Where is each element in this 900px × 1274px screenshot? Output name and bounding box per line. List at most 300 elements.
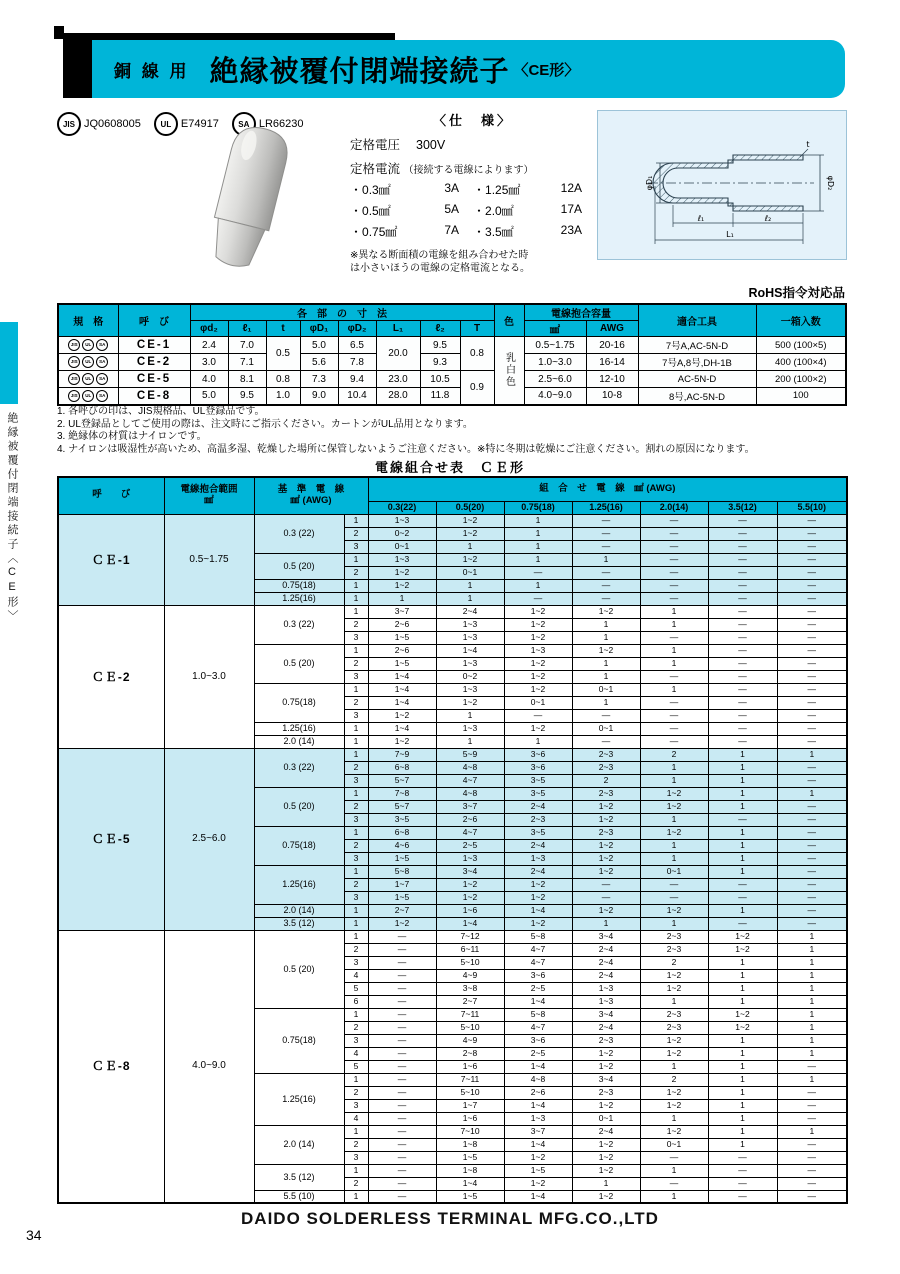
jis-mark-icon: JIS — [57, 112, 81, 136]
combo-value-cell: — — [708, 670, 777, 683]
spec-cell: 200 (100×2) — [756, 371, 846, 388]
voltage-value: 300V — [416, 138, 446, 152]
base-wire-cell: 0.75(18) — [254, 683, 344, 722]
combo-value-cell: 3~5 — [504, 787, 572, 800]
dim-label-D1: φD₁ — [645, 175, 654, 191]
combo-value-cell: 1 — [572, 670, 640, 683]
model-name-cell: ＣＥ-5 — [58, 748, 164, 930]
combo-value-cell: 1~2 — [504, 1177, 572, 1190]
combo-value-cell: — — [777, 826, 847, 839]
spec-table-header — [58, 304, 846, 337]
combo-value-cell: 1~2 — [504, 618, 572, 631]
combo-value-cell: — — [368, 1125, 436, 1138]
base-count-cell: 3 — [344, 852, 368, 865]
combo-value-cell: 1~7 — [436, 1099, 504, 1112]
combo-value-cell: 1 — [436, 579, 504, 592]
combo-value-cell: — — [572, 527, 640, 540]
dim-col: ℓ₂ — [420, 321, 460, 337]
base-count-cell: 5 — [344, 982, 368, 995]
combo-value-cell: 1 — [777, 1073, 847, 1086]
spec-cell: 10.5 — [420, 371, 460, 388]
combo-value-cell: 1~5 — [436, 1151, 504, 1164]
combo-value-cell: 3~4 — [572, 1008, 640, 1021]
combo-value-cell: 1~4 — [436, 1177, 504, 1190]
dim-col: L₁ — [376, 321, 420, 337]
model-name-cell: CE-2 — [118, 354, 190, 371]
combo-value-cell: 1~2 — [640, 787, 708, 800]
combo-value-cell: — — [777, 631, 847, 644]
combo-value-cell: 1 — [777, 969, 847, 982]
ul-mark-icon: UL — [82, 390, 94, 402]
combo-value-cell: 2~3 — [640, 1008, 708, 1021]
base-count-cell: 1 — [344, 722, 368, 735]
combo-value-cell: 3~5 — [504, 774, 572, 787]
combo-value-cell: — — [777, 878, 847, 891]
combo-value-cell: — — [777, 514, 847, 527]
combo-value-cell: 1 — [777, 1021, 847, 1034]
combo-value-cell: 2 — [572, 774, 640, 787]
combo-value-cell: — — [640, 735, 708, 748]
spec-cell: 0.8 — [460, 337, 494, 371]
current-row-2 — [350, 202, 596, 219]
ul-mark-icon: UL — [82, 373, 94, 385]
combo-value-cell: — — [640, 553, 708, 566]
base-wire-cell: 1.25(16) — [254, 722, 344, 735]
wire-size: 3.5㎟ — [485, 225, 514, 239]
combo-value-cell: 2~3 — [572, 787, 640, 800]
combo-value-cell: 2~5 — [504, 1047, 572, 1060]
combo-value-cell: 6~8 — [368, 826, 436, 839]
range-header-label: 電線抱合範囲 — [180, 483, 238, 495]
combo-value-cell: — — [368, 1099, 436, 1112]
dim-col: T — [460, 321, 494, 337]
standards-marks-cell — [58, 388, 118, 405]
combo-value-cell: 1~3 — [436, 722, 504, 735]
base-count-cell: 2 — [344, 527, 368, 540]
combo-value-cell: — — [777, 657, 847, 670]
col-header-capacity: 電線抱合容量 — [524, 304, 638, 321]
spec-cell: 4.0~9.0 — [524, 388, 586, 405]
base-count-cell: 1 — [344, 865, 368, 878]
combo-value-cell: 3~6 — [504, 1034, 572, 1047]
base-count-cell: 3 — [344, 813, 368, 826]
combo-value-cell: 1~3 — [504, 644, 572, 657]
base-wire-cell: 0.3 (22) — [254, 514, 344, 553]
combo-value-cell: — — [572, 878, 640, 891]
combo-value-cell: 5~8 — [504, 930, 572, 943]
combo-value-cell: 1 — [640, 644, 708, 657]
combo-value-cell: — — [777, 722, 847, 735]
combo-value-cell: 2~6 — [436, 813, 504, 826]
combo-value-cell: — — [572, 540, 640, 553]
combo-value-cell: — — [368, 956, 436, 969]
combo-value-cell: 2~3 — [572, 748, 640, 761]
combo-value-cell: 1 — [777, 930, 847, 943]
combo-value-cell: — — [777, 917, 847, 930]
combo-value-cell: — — [572, 514, 640, 527]
combo-value-cell: 1 — [640, 1164, 708, 1177]
combo-value-cell: 1~2 — [368, 735, 436, 748]
combo-value-cell: 5~8 — [368, 865, 436, 878]
combo-value-cell: 4~7 — [436, 826, 504, 839]
footer-logo: DAIDO SOLDERLESS TERMINAL MFG.CO.,LTD — [241, 1209, 659, 1228]
combo-value-cell: 1~4 — [504, 1060, 572, 1073]
base-wire-cell: 0.75(18) — [254, 579, 344, 592]
combo-value-cell: — — [504, 709, 572, 722]
amp-value: 12A — [560, 181, 582, 195]
cap-col: AWG — [586, 321, 638, 337]
combo-value-cell: 1~5 — [504, 1164, 572, 1177]
combo-value-cell: 1~2 — [368, 566, 436, 579]
combo-value-cell: 1~2 — [436, 878, 504, 891]
combo-value-cell: 3~4 — [572, 1073, 640, 1086]
capacity-range-cell: 4.0~9.0 — [164, 930, 254, 1203]
combo-value-cell: 1~2 — [572, 605, 640, 618]
combo-value-cell: 1 — [708, 1073, 777, 1086]
combo-value-cell: — — [572, 592, 640, 605]
base-count-cell: 1 — [344, 514, 368, 527]
base-count-cell: 6 — [344, 995, 368, 1008]
combo-value-cell: — — [708, 631, 777, 644]
spec-cell: 5.0 — [190, 388, 228, 405]
base-count-cell: 2 — [344, 1177, 368, 1190]
combo-value-cell: — — [777, 553, 847, 566]
combo-value-cell: — — [368, 1086, 436, 1099]
sa-mark-icon: SA — [96, 390, 108, 402]
combo-value-cell: 1 — [708, 1138, 777, 1151]
bullet-icon: ・ — [350, 225, 363, 239]
base-count-cell: 3 — [344, 774, 368, 787]
combo-value-cell: — — [777, 1164, 847, 1177]
combo-value-cell: 2~4 — [572, 1125, 640, 1138]
combo-value-cell: — — [708, 683, 777, 696]
combo-value-cell: 1~2 — [572, 1047, 640, 1060]
standards-marks-cell — [58, 354, 118, 371]
combo-value-cell: — — [777, 813, 847, 826]
combo-value-cell: — — [777, 696, 847, 709]
combo-value-cell: — — [368, 943, 436, 956]
base-count-cell: 3 — [344, 1099, 368, 1112]
product-photo — [168, 114, 338, 289]
combo-value-cell: 1~2 — [436, 696, 504, 709]
combo-value-cell: 1 — [777, 748, 847, 761]
spec-cell: 1.0~3.0 — [524, 354, 586, 371]
current-row-1 — [350, 181, 596, 198]
base-count-cell: 2 — [344, 696, 368, 709]
combo-value-cell: — — [777, 1151, 847, 1164]
range-header-unit: ㎟ — [204, 494, 214, 506]
combo-row — [58, 514, 847, 527]
combo-value-cell: — — [640, 540, 708, 553]
combo-value-cell: — — [777, 1177, 847, 1190]
spec-cell: 2.4 — [190, 337, 228, 354]
combo-value-cell: 1~2 — [572, 644, 640, 657]
combo-value-cell: 3~7 — [504, 1125, 572, 1138]
note-line: 4. ナイロンは吸湿性が高いため、高温多湿、乾燥した場所に保管しないようご注意ください。※特に冬期は乾燥にご注意ください。割れの原因になります。 — [57, 443, 755, 455]
combo-value-cell: 2~3 — [640, 943, 708, 956]
combo-value-cell: — — [708, 1164, 777, 1177]
jis-mark-icon: JIS — [68, 339, 80, 351]
combo-value-cell: 7~11 — [436, 1008, 504, 1021]
combo-value-cell: 1~4 — [504, 1190, 572, 1203]
combo-value-cell: 1~2 — [504, 917, 572, 930]
combo-value-cell: 0~1 — [640, 865, 708, 878]
combo-value-cell: — — [708, 1151, 777, 1164]
combo-value-cell: — — [708, 618, 777, 631]
wire-size: 0.3㎟ — [362, 183, 391, 197]
base-count-cell: 1 — [344, 683, 368, 696]
note-line: 2. UL登録品としてご使用の際は、注文時にご指示ください。カートンがUL品用となります。 — [57, 418, 473, 430]
spec-cell: 8号,AC-5N-D — [638, 388, 756, 405]
combo-value-cell: 0~1 — [504, 696, 572, 709]
spec-cell: 4.0 — [190, 371, 228, 388]
spec-cell: 9.0 — [300, 388, 338, 405]
header-form-code: 〈CE形〉 — [513, 61, 580, 79]
combo-value-cell: — — [708, 722, 777, 735]
model-name-cell: CE-8 — [118, 388, 190, 405]
combo-value-cell: 2 — [640, 748, 708, 761]
dim-label-t: t — [806, 140, 810, 149]
combo-value-cell: — — [572, 709, 640, 722]
combo-value-cell: 1 — [572, 657, 640, 670]
combo-value-cell: 3~4 — [572, 930, 640, 943]
combo-value-cell: 1~2 — [708, 930, 777, 943]
combo-value-cell: — — [368, 1047, 436, 1060]
combo-value-cell: — — [640, 1177, 708, 1190]
combo-value-cell: — — [708, 891, 777, 904]
page-header — [92, 40, 845, 98]
combo-value-cell: 1~2 — [640, 826, 708, 839]
combo-value-cell: — — [368, 1138, 436, 1151]
jis-number: JQ0608005 — [84, 118, 141, 130]
combo-value-cell: 1 — [708, 787, 777, 800]
combo-value-cell: 1~2 — [640, 982, 708, 995]
combo-value-cell: 2~3 — [572, 761, 640, 774]
combo-value-cell: — — [640, 527, 708, 540]
base-wire-cell: 0.75(18) — [254, 1008, 344, 1073]
combo-value-cell: 1 — [572, 631, 640, 644]
note-line: 3. 絶縁体の材質はナイロンです。 — [57, 431, 207, 442]
col-header-range — [164, 477, 254, 514]
base-count-cell: 1 — [344, 1125, 368, 1138]
wire-size: 2.0㎟ — [485, 204, 514, 218]
combo-value-cell: 5~10 — [436, 956, 504, 969]
combo-value-cell: — — [640, 891, 708, 904]
combo-value-cell: 1~6 — [436, 1060, 504, 1073]
combo-value-cell: 1 — [708, 748, 777, 761]
combo-value-cell: — — [708, 592, 777, 605]
combo-value-cell: 1~3 — [368, 514, 436, 527]
combo-value-cell: 1~3 — [572, 995, 640, 1008]
combo-value-cell: 1~8 — [436, 1164, 504, 1177]
combo-value-cell: 1 — [504, 514, 572, 527]
combo-value-cell: 1 — [572, 553, 640, 566]
combo-value-cell: 1~2 — [572, 865, 640, 878]
combo-value-cell: 5~7 — [368, 774, 436, 787]
combo-value-cell: 5~10 — [436, 1086, 504, 1099]
combo-value-cell: 1 — [708, 1060, 777, 1073]
combo-value-cell: — — [777, 1086, 847, 1099]
combo-value-cell: 1~5 — [436, 1190, 504, 1203]
combo-value-cell: 1 — [708, 774, 777, 787]
combo-value-cell: 1 — [708, 969, 777, 982]
col-header-combination: 組 合 せ 電 線 ㎟ (AWG) — [368, 477, 847, 501]
base-wire-cell: 2.0 (14) — [254, 735, 344, 748]
side-index-tab — [0, 322, 18, 404]
base-count-cell: 1 — [344, 592, 368, 605]
jis-mark-icon: JIS — [68, 356, 80, 368]
combo-value-cell: 1 — [640, 657, 708, 670]
combo-value-cell: 2~3 — [640, 1021, 708, 1034]
combo-value-cell: 1~2 — [640, 1047, 708, 1060]
combo-value-cell: — — [640, 592, 708, 605]
combo-value-cell: 2~4 — [572, 969, 640, 982]
combo-value-cell: — — [368, 1073, 436, 1086]
combo-value-cell: — — [708, 579, 777, 592]
combo-value-cell: 1 — [708, 865, 777, 878]
standards-marks-cell — [58, 371, 118, 388]
combo-value-cell: — — [777, 1112, 847, 1125]
combo-value-cell: — — [368, 982, 436, 995]
combo-value-cell: 1~2 — [436, 514, 504, 527]
dim-col: φD₁ — [300, 321, 338, 337]
spec-table-body — [58, 337, 846, 405]
combo-value-cell: 2~4 — [572, 956, 640, 969]
combo-value-cell: — — [640, 670, 708, 683]
col-header-standard: 規 格 — [58, 304, 118, 337]
combo-value-cell: 1 — [777, 995, 847, 1008]
base-wire-cell: 0.5 (20) — [254, 787, 344, 826]
combo-value-cell: 1~2 — [640, 1086, 708, 1099]
combo-value-cell: 4~9 — [436, 1034, 504, 1047]
combo-value-cell: 1 — [572, 1177, 640, 1190]
combo-value-cell: 2~4 — [572, 943, 640, 956]
base-count-cell: 3 — [344, 709, 368, 722]
combo-value-cell: 5~8 — [504, 1008, 572, 1021]
spec-cell: 7.8 — [338, 354, 376, 371]
combo-value-cell: — — [368, 1177, 436, 1190]
combo-value-cell: — — [640, 709, 708, 722]
combo-value-cell: 1 — [777, 982, 847, 995]
combo-value-cell: — — [708, 709, 777, 722]
combo-value-cell: 1 — [777, 1008, 847, 1021]
combo-value-cell: 2~4 — [504, 800, 572, 813]
combo-value-cell: 1~2 — [640, 969, 708, 982]
combo-value-cell: 1~2 — [572, 1164, 640, 1177]
spec-cell: 11.8 — [420, 388, 460, 405]
combo-value-cell: — — [708, 696, 777, 709]
base-count-cell: 1 — [344, 735, 368, 748]
combo-value-cell: 1 — [640, 683, 708, 696]
combo-value-cell: 1~8 — [436, 1138, 504, 1151]
spec-cell: 10-8 — [586, 388, 638, 405]
combo-value-cell: 1~5 — [368, 631, 436, 644]
page-title: 絶縁被覆付閉端接続子 — [209, 55, 510, 88]
spec-cell: 0.8 — [266, 371, 300, 388]
combo-value-cell: — — [777, 891, 847, 904]
combo-value-cell: — — [572, 735, 640, 748]
combo-value-cell: 3~5 — [504, 826, 572, 839]
combo-value-cell: — — [708, 878, 777, 891]
combo-value-cell: — — [640, 722, 708, 735]
base-count-cell: 3 — [344, 956, 368, 969]
base-count-cell: 1 — [344, 917, 368, 930]
base-count-cell: 1 — [344, 826, 368, 839]
combo-value-cell: 1~2 — [572, 839, 640, 852]
combo-value-cell: 5~9 — [436, 748, 504, 761]
base-wire-cell: 0.75(18) — [254, 826, 344, 865]
combo-value-cell: 7~11 — [436, 1073, 504, 1086]
combo-value-cell: — — [368, 1034, 436, 1047]
combo-value-cell: 1 — [368, 592, 436, 605]
combo-value-cell: 5~7 — [368, 800, 436, 813]
combo-value-cell: 1 — [640, 1112, 708, 1125]
jis-mark-icon: JIS — [68, 373, 80, 385]
ul-mark-icon: UL — [82, 356, 94, 368]
amp-value: 23A — [560, 223, 582, 237]
rated-voltage-line — [350, 135, 596, 153]
voltage-label: 定格電圧 — [350, 138, 401, 152]
combo-row — [58, 605, 847, 618]
combo-value-cell: — — [777, 904, 847, 917]
combo-value-cell: 1~4 — [368, 670, 436, 683]
spec-cell: 400 (100×4) — [756, 354, 846, 371]
model-name-cell: ＣＥ-2 — [58, 605, 164, 748]
combo-value-cell: — — [640, 514, 708, 527]
combo-value-cell: 1~2 — [640, 800, 708, 813]
combo-value-cell: — — [777, 709, 847, 722]
combo-value-cell: — — [572, 891, 640, 904]
combo-value-cell: — — [777, 592, 847, 605]
current-note: （接続する電線によります） — [403, 165, 534, 176]
base-count-cell: 3 — [344, 631, 368, 644]
combo-value-cell: 4~9 — [436, 969, 504, 982]
note-line: 1. 各呼びの印は、JIS規格品、UL登録品です。 — [57, 406, 265, 417]
combo-value-cell: — — [777, 644, 847, 657]
combo-value-cell: — — [368, 1008, 436, 1021]
combo-value-cell: 1 — [777, 943, 847, 956]
combo-value-cell: 1 — [708, 761, 777, 774]
combo-value-cell: 2 — [640, 956, 708, 969]
combo-value-cell: 1~4 — [436, 644, 504, 657]
combo-value-cell: 1~3 — [436, 657, 504, 670]
spec-cell: 20-16 — [586, 337, 638, 354]
combo-value-cell: 1~3 — [436, 631, 504, 644]
combo-value-cell: — — [708, 605, 777, 618]
sa-mark-icon: SA — [96, 373, 108, 385]
dim-col: ℓ₁ — [228, 321, 266, 337]
rohs-compliance-label: RoHS指令対応品 — [748, 286, 845, 300]
bullet-icon: ・ — [473, 204, 486, 218]
combo-value-cell: 1~2 — [572, 1099, 640, 1112]
base-count-cell: 4 — [344, 969, 368, 982]
combo-value-cell: — — [777, 774, 847, 787]
combo-value-cell: 1~2 — [708, 1021, 777, 1034]
combo-value-cell: 1 — [436, 592, 504, 605]
sa-mark-icon: SA — [96, 339, 108, 351]
base-count-cell: 1 — [344, 553, 368, 566]
combo-value-cell: 1~4 — [504, 1138, 572, 1151]
combo-value-cell: 0~2 — [368, 527, 436, 540]
combo-value-cell: 2~5 — [504, 982, 572, 995]
combo-value-cell: 1~2 — [504, 631, 572, 644]
combo-value-cell: — — [640, 1151, 708, 1164]
combo-value-cell: — — [708, 644, 777, 657]
combo-value-cell: 1 — [708, 995, 777, 1008]
bullet-icon: ・ — [473, 183, 486, 197]
spec-cell: 23.0 — [376, 371, 420, 388]
combo-value-cell: 1 — [708, 800, 777, 813]
